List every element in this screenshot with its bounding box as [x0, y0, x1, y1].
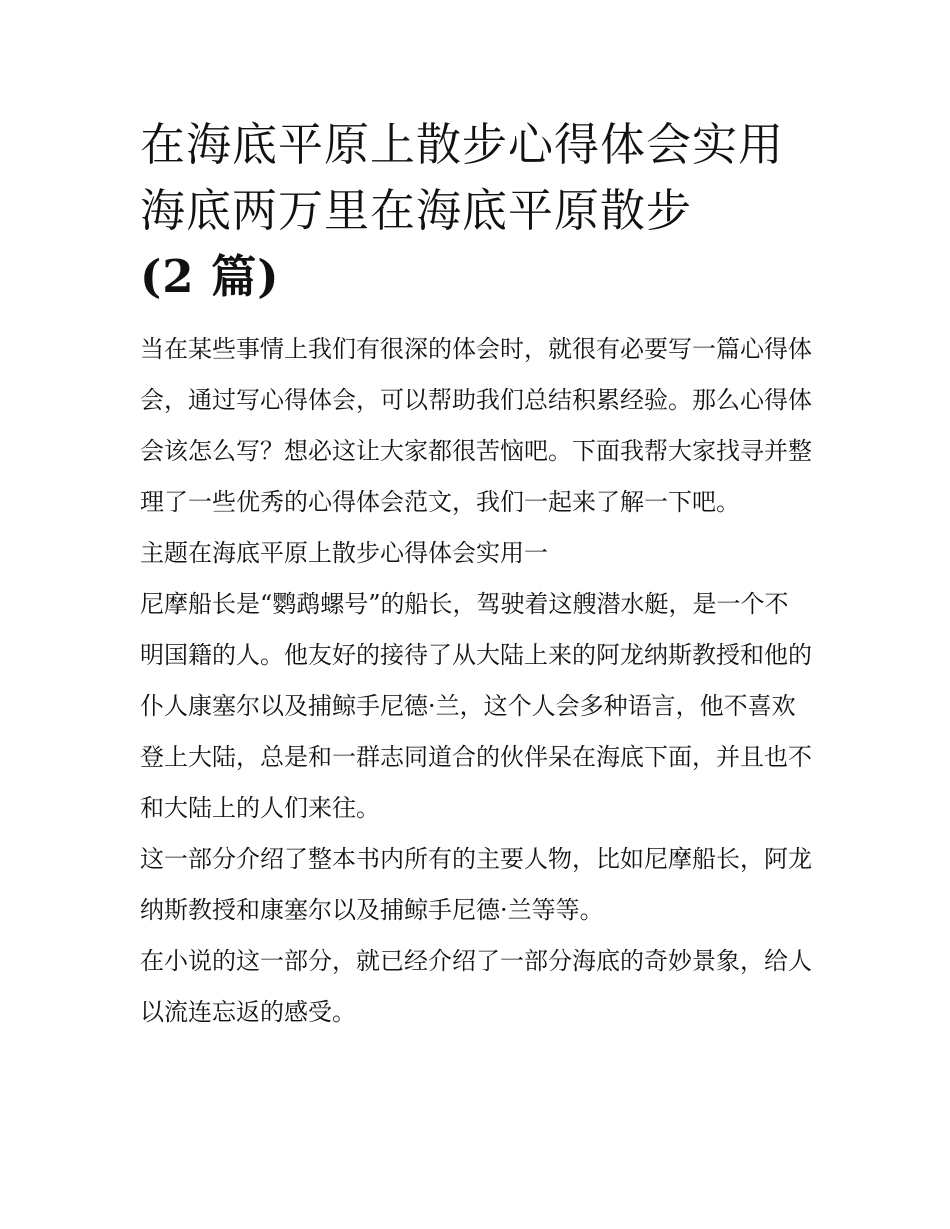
- document-page: [140, 112, 812, 1038]
- document-title: [140, 112, 812, 310]
- title-text: 在海底平原上散步心得体会实用 海底两万里在海底平原散步: [140, 118, 785, 237]
- intro-paragraph: 当在某些事情上我们有很深的体会时，就很有必要写一篇心得体会，通过写心得体会，可以帮助我们总结积累经验。那么心得体会该怎么写？想必这让大家都很苦恼吧。下面我帮大家找寻并整理了一些优秀的心得体会范文，我们一起来了解一下吧。: [140, 335, 812, 516]
- section-heading: 主题在海底平原上散步心得体会实用一: [140, 539, 548, 567]
- body-paragraph: 尼摩船长是“鹦鹉螺号”的船长，驾驶着这艘潜水艇，是一个不明国籍的人。他友好的接待了从大陆上来的阿龙纳斯教授和他的仆人康塞尔以及捕鲸手尼德·兰，这个人会多种语言，他不喜欢登上大陆，总是和一群志同道合的伙伴呆在海底下面，并且也不和大陆上的人们来往。: [140, 590, 812, 822]
- body-paragraph: 在小说的这一部分，就已经介绍了一部分海底的奇妙景象，给人以流连忘返的感受。: [140, 947, 812, 1026]
- title-suffix: (2 篇): [140, 250, 280, 303]
- body-paragraph: 这一部分介绍了整本书内所有的主要人物，比如尼摩船长，阿龙纳斯教授和康塞尔以及捕鲸手尼德·兰等等。: [140, 845, 812, 924]
